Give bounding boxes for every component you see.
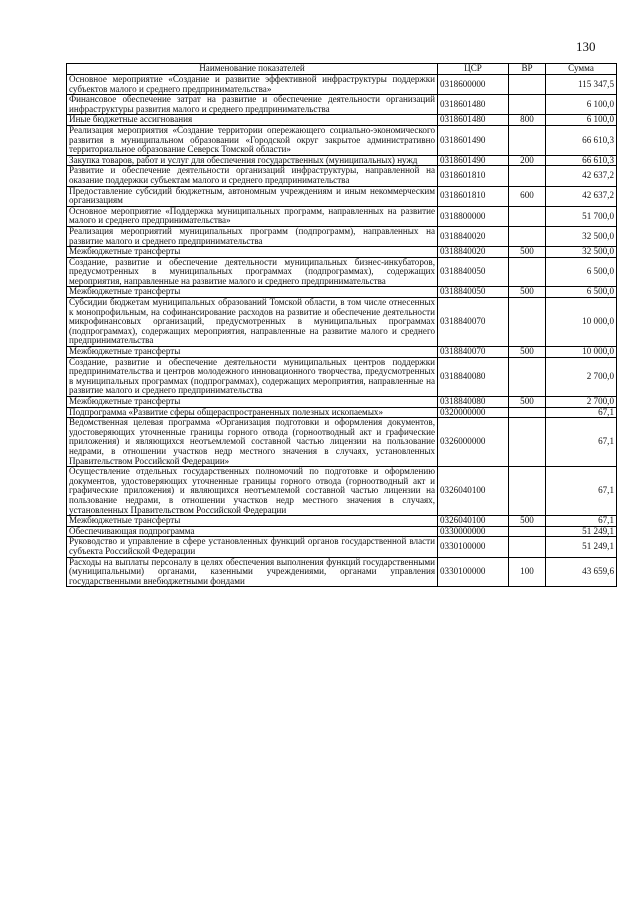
cell-vr: 500 <box>509 516 546 527</box>
cell-csr: 0318601480 <box>438 95 509 115</box>
table-header-row <box>67 64 617 75</box>
table-row <box>67 397 617 408</box>
cell-csr: 0318840050 <box>438 257 509 287</box>
cell-csr: 0318601810 <box>438 186 509 206</box>
cell-sum: 67,1 <box>546 407 617 418</box>
cell-sum: 42 637,2 <box>546 166 617 186</box>
cell-sum: 6 100,0 <box>546 115 617 126</box>
cell-sum: 10 000,0 <box>546 347 617 358</box>
cell-csr: 0318601480 <box>438 115 509 126</box>
cell-vr <box>509 75 546 95</box>
cell-name: Руководство и управление в сфере установленных функций органов государственной власти субъекта Российской Федерации <box>67 537 438 557</box>
cell-vr <box>509 95 546 115</box>
cell-name: Создание, развитие и обеспечение деятельности муниципальных бизнес-инкубаторов, предусмотренных в муниципальных программах (подпрограммах), содержащих мероприятия, направленные на развитие малого и среднего предпринимательства <box>67 257 438 287</box>
cell-vr <box>509 298 546 347</box>
header-sum: Сумма <box>546 64 617 75</box>
table-row <box>67 407 617 418</box>
cell-vr <box>509 418 546 467</box>
cell-csr: 0330100000 <box>438 557 509 587</box>
cell-csr: 0318840050 <box>438 287 509 298</box>
table-row <box>67 516 617 527</box>
cell-csr: 0330100000 <box>438 537 509 557</box>
cell-csr: 0318840080 <box>438 357 509 396</box>
table-row <box>67 155 617 166</box>
cell-name: Предоставление субсидий бюджетным, автономным учреждениям и иным некоммерческим организациям <box>67 186 438 206</box>
cell-sum: 67,1 <box>546 418 617 467</box>
cell-vr: 500 <box>509 347 546 358</box>
cell-csr: 0320000000 <box>438 407 509 418</box>
cell-vr <box>509 467 546 516</box>
cell-sum: 2 700,0 <box>546 397 617 408</box>
cell-csr: 0318601490 <box>438 155 509 166</box>
cell-vr: 800 <box>509 115 546 126</box>
cell-vr <box>509 257 546 287</box>
cell-sum: 32 500,0 <box>546 247 617 258</box>
cell-sum: 115 347,5 <box>546 75 617 95</box>
table-row <box>67 166 617 186</box>
cell-name: Основное мероприятие «Поддержка муниципальных программ, направленных на развитие малого и среднего предпринимательства» <box>67 206 438 226</box>
cell-sum: 66 610,3 <box>546 125 617 155</box>
table-row <box>67 526 617 537</box>
cell-sum: 43 659,6 <box>546 557 617 587</box>
cell-csr: 0330000000 <box>438 526 509 537</box>
cell-csr: 0318600000 <box>438 75 509 95</box>
cell-sum: 6 500,0 <box>546 287 617 298</box>
cell-name: Субсидии бюджетам муниципальных образований Томской области, в том числе отнесенных к монопрофильным, на софинансирование расходов на развитие и обеспечение деятельности микрофинансовых организаций, предусмотренных в муниципальных программах (подпрограммах), содержащих мероприятия, направленные на развитие малого и среднего предпринимательства <box>67 298 438 347</box>
table-row <box>67 247 617 258</box>
cell-vr <box>509 357 546 396</box>
header-csr: ЦСР <box>438 64 509 75</box>
cell-sum: 67,1 <box>546 516 617 527</box>
cell-vr <box>509 526 546 537</box>
header-name: Наименование показателей <box>67 64 438 75</box>
cell-name: Реализация мероприятий муниципальных программ (подпрограмм), направленных на развитие малого и среднего предпринимательства <box>67 226 438 246</box>
cell-name: Осуществление отдельных государственных полномочий по подготовке и оформлению документов, удостоверяющих уточненные границы горного отвода (горноотводный акт и графические приложения) и являющихся неотъемлемой составной частью лицензии на пользование недрами, в отношении участков недр местного значения в случаях, установленных Правительством Российской Федерации <box>67 467 438 516</box>
cell-csr: 0318800000 <box>438 206 509 226</box>
cell-csr: 0318601810 <box>438 166 509 186</box>
cell-name: Межбюджетные трансферты <box>67 516 438 527</box>
cell-sum: 2 700,0 <box>546 357 617 396</box>
table-row <box>67 287 617 298</box>
page-number: 130 <box>576 39 596 54</box>
cell-csr: 0326040100 <box>438 516 509 527</box>
cell-vr: 600 <box>509 186 546 206</box>
cell-name: Реализация мероприятия «Создание территории опережающего социально-экономического развития в муниципальном образовании «Городской округ закрытое административно территориальное образование Северск Томской области» <box>67 125 438 155</box>
cell-sum: 42 637,2 <box>546 186 617 206</box>
cell-sum: 32 500,0 <box>546 226 617 246</box>
table-row <box>67 226 617 246</box>
cell-csr: 0318840020 <box>438 247 509 258</box>
cell-name: Иные бюджетные ассигнования <box>67 115 438 126</box>
cell-csr: 0318840020 <box>438 226 509 246</box>
cell-sum: 67,1 <box>546 467 617 516</box>
table-row <box>67 467 617 516</box>
cell-name: Расходы на выплаты персоналу в целях обеспечения выполнения функций государственными (муниципальными) органами, казенными учреждениями, органами управления государственными внебюджетными фондами <box>67 557 438 587</box>
cell-vr: 500 <box>509 287 546 298</box>
cell-vr: 100 <box>509 557 546 587</box>
cell-sum: 51 249,1 <box>546 526 617 537</box>
cell-name: Межбюджетные трансферты <box>67 397 438 408</box>
table-row <box>67 115 617 126</box>
cell-name: Финансовое обеспечение затрат на развитие и обеспечение деятельности организаций инфраструктуры развития малого и среднего предпринимательства <box>67 95 438 115</box>
cell-name: Подпрограмма «Развитие сферы общераспространенных полезных ископаемых» <box>67 407 438 418</box>
cell-name: Обеспечивающая подпрограмма <box>67 526 438 537</box>
cell-name: Развитие и обеспечение деятельности организаций инфраструктуры, направленной на оказание поддержки субъектам малого и среднего предпринимательства <box>67 166 438 186</box>
cell-sum: 51 249,1 <box>546 537 617 557</box>
cell-name: Закупка товаров, работ и услуг для обеспечения государственных (муниципальных) нужд <box>67 155 438 166</box>
table-row <box>67 347 617 358</box>
cell-sum: 66 610,3 <box>546 155 617 166</box>
cell-name: Межбюджетные трансферты <box>67 287 438 298</box>
header-vr: ВР <box>509 64 546 75</box>
table-row <box>67 125 617 155</box>
table-body <box>67 75 617 587</box>
cell-sum: 6 500,0 <box>546 257 617 287</box>
table-row <box>67 557 617 587</box>
table-row <box>67 257 617 287</box>
cell-name: Межбюджетные трансферты <box>67 247 438 258</box>
cell-sum: 10 000,0 <box>546 298 617 347</box>
cell-vr <box>509 537 546 557</box>
cell-csr: 0318840070 <box>438 347 509 358</box>
budget-table <box>66 63 617 587</box>
cell-vr <box>509 226 546 246</box>
cell-vr <box>509 407 546 418</box>
cell-vr: 500 <box>509 247 546 258</box>
cell-name: Основное мероприятие «Создание и развитие эффективной инфраструктуры поддержки субъектов малого и среднего предпринимательства» <box>67 75 438 95</box>
table-row <box>67 298 617 347</box>
cell-name: Межбюджетные трансферты <box>67 347 438 358</box>
cell-vr: 200 <box>509 155 546 166</box>
cell-csr: 0318601490 <box>438 125 509 155</box>
table-row <box>67 95 617 115</box>
cell-name: Ведомственная целевая программа «Организация подготовки и оформления документов, удостоверяющих уточненные границы горного отвода (горноотводный акт и графические приложения) и являющихся неотъемлемой составной частью лицензии на пользование недрами, в отношении участков недр местного значения в случаях, установленных Правительством Российской Федерации» <box>67 418 438 467</box>
cell-name: Создание, развитие и обеспечение деятельности муниципальных центров поддержки предпринимательства и центров молодежного инновационного творчества, предусмотренных в муниципальных программах (подпрограммах), содержащих мероприятия, направленные на развитие малого и среднего предпринимательства <box>67 357 438 396</box>
cell-vr <box>509 206 546 226</box>
table-row <box>67 357 617 396</box>
table-row <box>67 537 617 557</box>
cell-sum: 6 100,0 <box>546 95 617 115</box>
table-row <box>67 418 617 467</box>
cell-sum: 51 700,0 <box>546 206 617 226</box>
table-row <box>67 206 617 226</box>
table-row <box>67 75 617 95</box>
cell-vr <box>509 166 546 186</box>
cell-csr: 0326040100 <box>438 467 509 516</box>
table-row <box>67 186 617 206</box>
cell-csr: 0318840080 <box>438 397 509 408</box>
cell-csr: 0326000000 <box>438 418 509 467</box>
cell-csr: 0318840070 <box>438 298 509 347</box>
cell-vr <box>509 125 546 155</box>
cell-vr: 500 <box>509 397 546 408</box>
